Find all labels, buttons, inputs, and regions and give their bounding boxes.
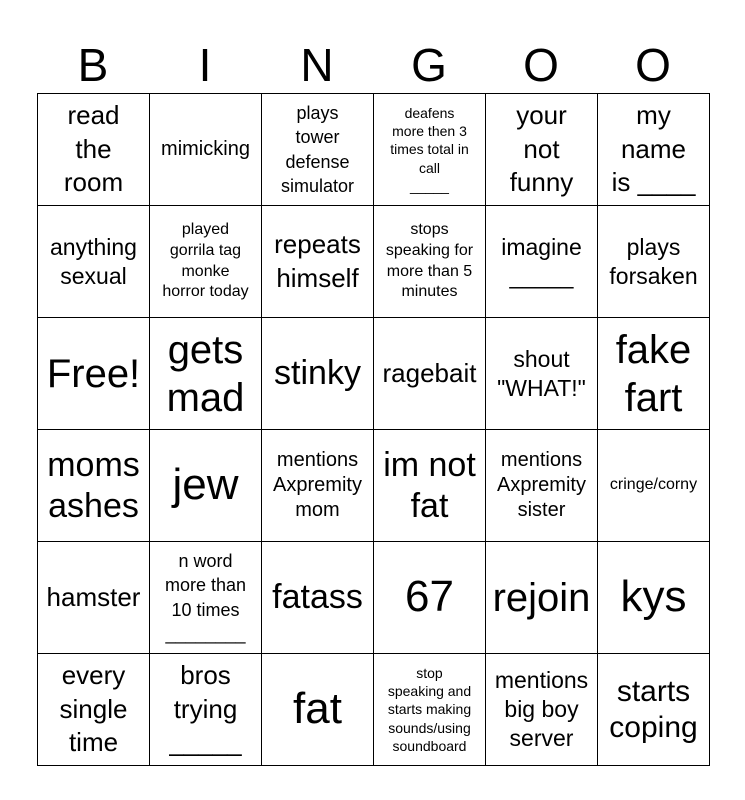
- cell-text: starts coping: [609, 674, 698, 744]
- cell-text: stop speaking and starts making sounds/using soundboard: [387, 665, 472, 754]
- bingo-cell[interactable]: [374, 654, 486, 766]
- cell-text: plays tower defense simulator: [280, 102, 355, 196]
- cell-text: my name is ____: [611, 99, 696, 198]
- bingo-cell free-space[interactable]: [38, 318, 150, 430]
- bingo-cell[interactable]: [38, 206, 150, 318]
- cell-text: fake fart: [615, 327, 692, 420]
- cell-text: Free!: [46, 351, 141, 396]
- cell-text: n word more than 10 times ________: [164, 550, 247, 644]
- bingo-cell[interactable]: [262, 654, 374, 766]
- cell-text: mimicking: [161, 138, 250, 160]
- cell-text: every single time: [59, 659, 128, 758]
- cell-text: cringe/corny: [609, 476, 698, 494]
- bingo-cell[interactable]: [486, 94, 598, 206]
- cell-text: your not funny: [509, 99, 574, 198]
- bingo-cell[interactable]: [150, 206, 262, 318]
- bingo-cell[interactable]: [486, 206, 598, 318]
- bingo-cell[interactable]: [374, 206, 486, 318]
- cell-text: stops speaking for more than 5 minutes: [385, 220, 474, 301]
- bingo-cell[interactable]: [598, 206, 710, 318]
- header-letter: B: [77, 39, 109, 91]
- bingo-cell[interactable]: [38, 654, 150, 766]
- bingo-cell[interactable]: [262, 318, 374, 430]
- bingo-cell[interactable]: [150, 542, 262, 654]
- bingo-cell[interactable]: [150, 94, 262, 206]
- cell-text: played gorrila tag monke horror today: [162, 220, 249, 301]
- bingo-cell[interactable]: [598, 542, 710, 654]
- bingo-cell[interactable]: [262, 206, 374, 318]
- bingo-cell[interactable]: [374, 318, 486, 430]
- cell-text: ragebait: [382, 357, 477, 388]
- bingo-cell[interactable]: [598, 654, 710, 766]
- header-letter: N: [300, 39, 334, 91]
- cell-text: fat: [293, 684, 342, 734]
- cell-text: mentions big boy server: [494, 667, 589, 751]
- cell-text: gets mad: [166, 327, 245, 420]
- bingo-cell[interactable]: [486, 654, 598, 766]
- bingo-cell[interactable]: [374, 542, 486, 654]
- cell-text: imagine _____: [501, 233, 582, 289]
- cell-text: repeats himself: [274, 228, 361, 293]
- cell-text: kys: [620, 572, 687, 622]
- bingo-cell[interactable]: [374, 430, 486, 542]
- cell-text: deafens more then 3 times total in call _____: [390, 105, 469, 194]
- bingo-header: [37, 36, 709, 94]
- cell-text: mentions Axpremity sister: [497, 449, 586, 521]
- bingo-cell[interactable]: [38, 94, 150, 206]
- cell-text: shout "WHAT!": [497, 345, 586, 401]
- bingo-cell[interactable]: [38, 542, 150, 654]
- cell-text: jew: [172, 460, 239, 510]
- bingo-cell[interactable]: [486, 542, 598, 654]
- cell-text: rejoin: [492, 575, 591, 620]
- cell-text: stinky: [274, 354, 361, 393]
- cell-text: plays forsaken: [609, 233, 698, 289]
- header-letter: I: [198, 39, 212, 91]
- bingo-cell[interactable]: [262, 94, 374, 206]
- cell-text: bros trying _____: [169, 659, 242, 758]
- cell-text: im not fat: [383, 445, 476, 525]
- header-letter: O: [523, 39, 559, 91]
- bingo-grid: [37, 93, 710, 766]
- bingo-cell[interactable]: [486, 430, 598, 542]
- cell-text: read the room: [63, 99, 124, 198]
- cell-text: moms ashes: [47, 445, 140, 525]
- cell-text: mentions Axpremity mom: [273, 449, 362, 521]
- bingo-cell[interactable]: [150, 318, 262, 430]
- bingo-cell[interactable]: [38, 430, 150, 542]
- header-letter: O: [635, 39, 671, 91]
- bingo-cell[interactable]: [150, 654, 262, 766]
- cell-text: hamster: [46, 581, 141, 612]
- bingo-cell[interactable]: [262, 430, 374, 542]
- cell-text: anything sexual: [50, 233, 137, 289]
- header-letter: G: [411, 39, 447, 91]
- cell-text: 67: [405, 572, 454, 622]
- bingo-cell[interactable]: [598, 94, 710, 206]
- bingo-cell[interactable]: [598, 318, 710, 430]
- bingo-cell[interactable]: [486, 318, 598, 430]
- bingo-cell[interactable]: [150, 430, 262, 542]
- bingo-cell[interactable]: [374, 94, 486, 206]
- cell-text: fatass: [272, 578, 363, 617]
- bingo-cell[interactable]: [262, 542, 374, 654]
- bingo-cell[interactable]: [598, 430, 710, 542]
